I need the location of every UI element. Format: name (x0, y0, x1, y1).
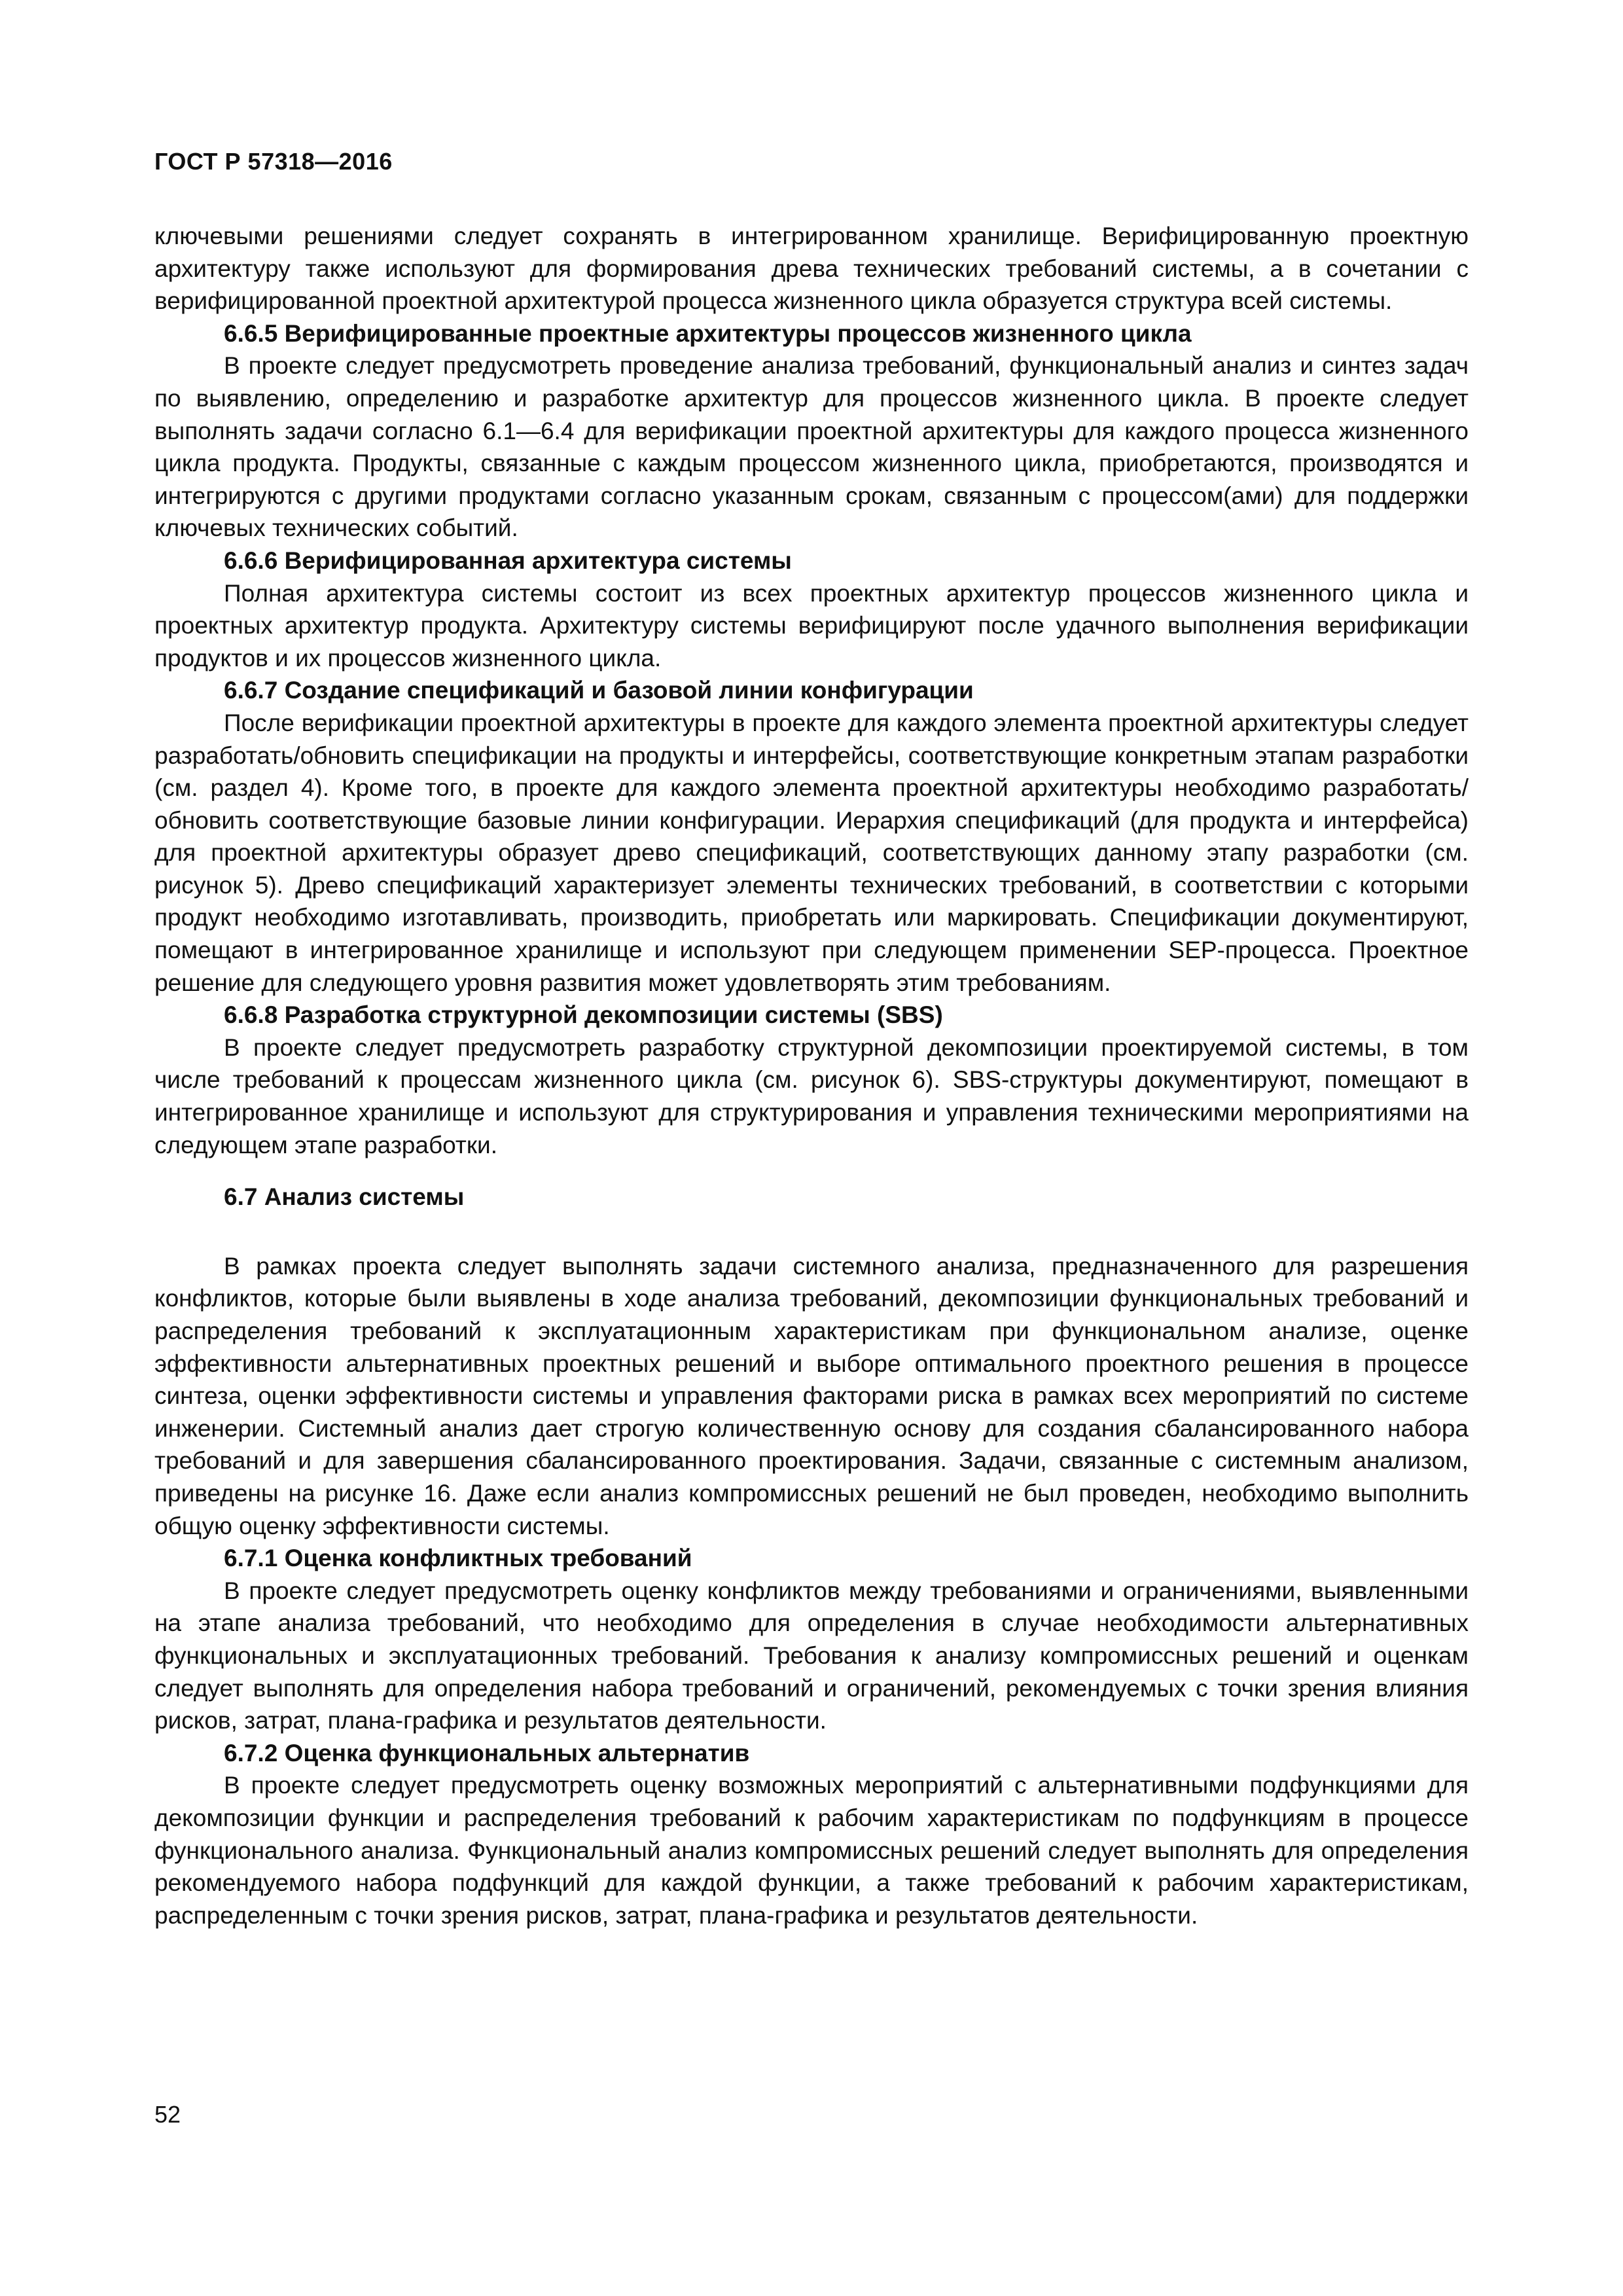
paragraph-6-6-8: В проекте следует предусмотреть разработку структурной декомпозиции проектируемой системы, в том числе требований к процессам жизненного цикла (см. рисунок 6). SBS-структуры документируют, помещают в интегрированное хранилище и используют для структурирования и управления техническими мероприятиями на следующем этапе разработки. (154, 1033, 1469, 1158)
paragraph-6-7-2: В проекте следует предусмотреть оценку возможных мероприятий с альтернативными подфункциями для декомпозиции функции и распределения требований к рабочим характеристикам по подфункциям в процессе функционального анализа. Функциональный анализ компромиссных решений следует выполнять для определения рекомендуемого набора подфункций для каждой функции, а также требований к рабочим характеристикам, распределенным с точки зрения рисков, затрат, плана-графика и результатов деятельности. (154, 1772, 1469, 1929)
section-heading-6-6-7: 6.6.7 Создание спецификаций и базовой линии конфигурации (224, 677, 974, 704)
section-heading-6-7: 6.7 Анализ системы (224, 1183, 465, 1211)
section-heading-6-7-2: 6.7.2 Оценка функциональных альтернатив (224, 1739, 750, 1767)
paragraph-6-7: В рамках проекта следует выполнять задачи системного анализа, предназначенного для разрешения конфликтов, которые были выявлены в ходе анализа требований, декомпозиции функциональных требований и распределения требований к эксплуатационным характеристикам при функциональном анализе, оценке эффективности альтернативных проектных решений и выборе оптимального проектного решения в процессе синтеза, оценки эффективности системы и управления факторами риска в рамках всех мероприятий по системе инженерии. Системный анализ дает строгую количественную основу для создания сбалансированного набора требований и для завершения сбалансированного проектирования. Задачи, связанные с системным анализом, приведены на рисунке 16. Даже если анализ компромиссных решений не был проведен, необходимо выполнить общую оценку эффективности системы. (154, 1252, 1469, 1539)
paragraph-continuation: ключевыми решениями следует сохранять в интегрированном хранилище. Верифицированную проектную архитектуру также используют для формирования древа технических требований системы, а в сочетании с верифицированной проектной архитектурой процесса жизненного цикла образуется структура всей системы. (154, 223, 1469, 315)
paragraph-6-6-6: Полная архитектура системы состоит из всех проектных архитектур процессов жизненного цикла и проектных архитектур продукта. Архитектуру системы верифицируют после удачного выполнения верификации продуктов и их процессов жизненного цикла. (154, 579, 1469, 672)
section-heading-6-7-1: 6.7.1 Оценка конфликтных требований (224, 1545, 692, 1572)
section-heading-6-6-5: 6.6.5 Верифицированные проектные архитектуры процессов жизненного цикла (224, 319, 1192, 347)
paragraph-6-7-1: В проекте следует предусмотреть оценку конфликтов между требованиями и ограничениями, выявленными на этапе анализа требований, что необходимо для определения в случае необходимости альтернативных функциональных и эксплуатационных требований. Требования к анализу компромиссных решений и оценкам следует выполнять для определения набора требований и ограничений, рекомендуемых с точки зрения влияния рисков, затрат, плана-графика и результатов деятельности. (154, 1577, 1469, 1734)
document-header: ГОСТ Р 57318—2016 (154, 148, 393, 175)
section-heading-6-6-6: 6.6.6 Верифицированная архитектура системы (224, 547, 792, 574)
paragraph-6-6-5: В проекте следует предусмотреть проведение анализа требований, функциональный анализ и синтез задач по выявлению, определению и разработке архитектур для процессов жизненного цикла. В проекте следует выполнять задачи согласно 6.1—6.4 для верификации проектной архитектуры для каждого процесса жизненного цикла продукта. Продукты, связанные с каждым процессом жизненного цикла, приобретаются, производятся и интегрируются с другими продуктами согласно указанным срокам, связанным с процессом(ами) для поддержки ключевых технических событий. (154, 352, 1469, 542)
document-body (154, 220, 1469, 1931)
section-heading-6-6-8: 6.6.8 Разработка структурной декомпозиции системы (SBS) (224, 1001, 943, 1029)
page-number: 52 (154, 2101, 181, 2128)
paragraph-6-6-7: После верификации проектной архитектуры в проекте для каждого элемента проектной архитектуры следует разработать/обновить спецификации на продукты и интерфейсы, соответствующие конкретным этапам разработки (см. раздел 4). Кроме того, в проекте для каждого элемента проектной архитектуры необходимо разработать/обновить соответствующие базовые линии конфигурации. Иерархия спецификаций (для продукта и интерфейса) для проектной архитектуры образует древо спецификаций, соответствующих данному этапу разработки (см. рисунок 5). Древо спецификаций характеризует элементы технических требований, в соответствии с которыми продукт необходимо изготавливать, производить, приобретать или маркировать. Спецификации документируют, помещают в интегрированное хранилище и используют при следующем применении SEP-процесса. Проектное решение для следующего уровня развития может удовлетворять этим требованиям. (154, 709, 1469, 996)
